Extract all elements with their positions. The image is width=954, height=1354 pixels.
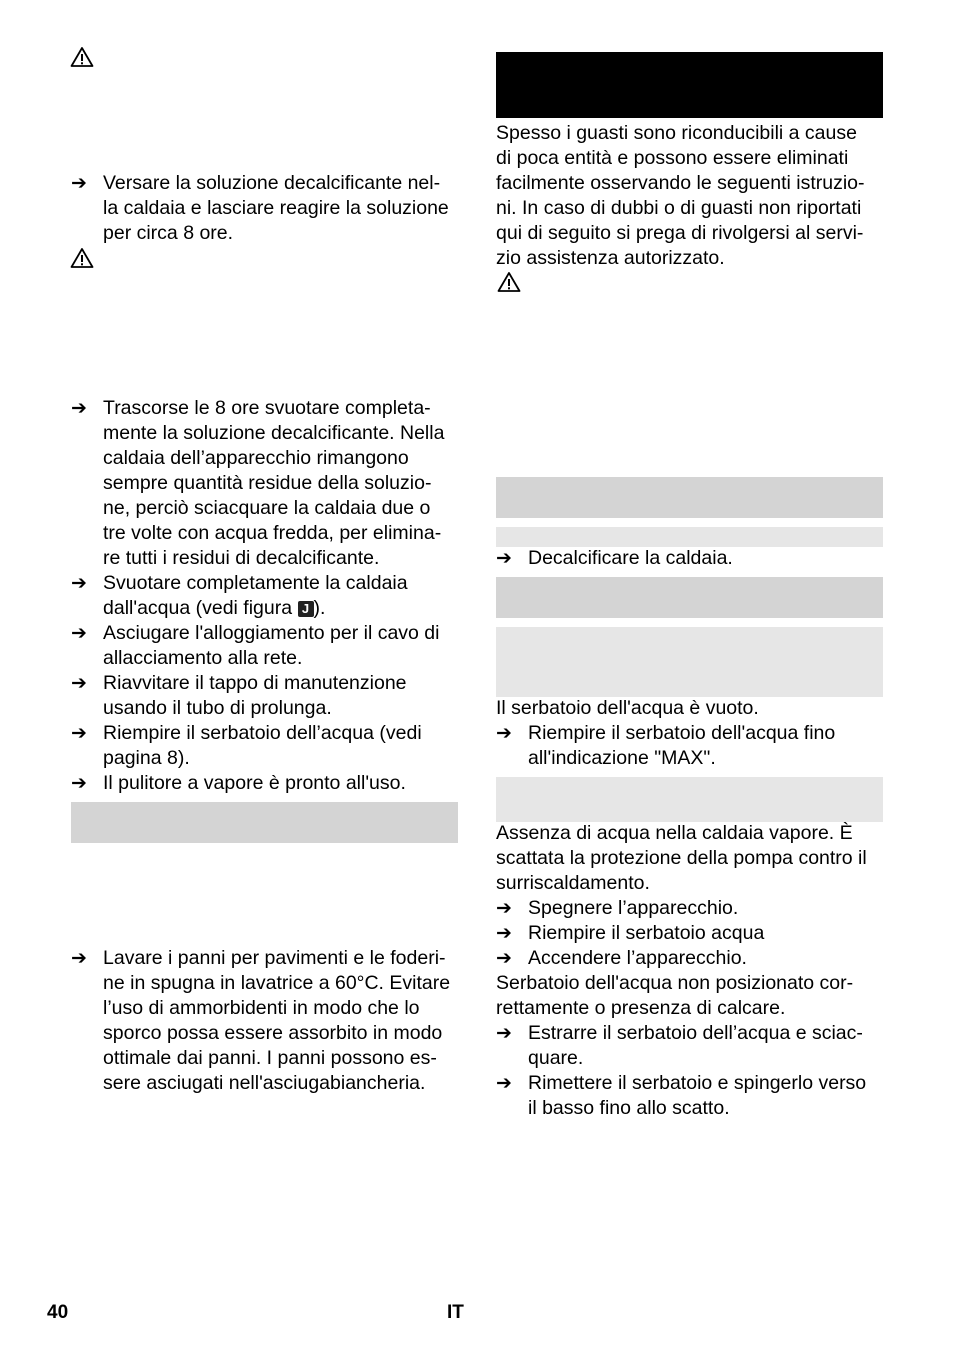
arrow-right-icon: ➔ — [71, 398, 87, 419]
arrow-right-icon: ➔ — [496, 923, 512, 944]
arrow-right-icon: ➔ — [71, 948, 87, 969]
figure-reference-badge: J — [298, 601, 314, 617]
section-heading-bar — [496, 577, 883, 618]
arrow-right-icon: ➔ — [496, 948, 512, 969]
arrow-right-icon: ➔ — [71, 673, 87, 694]
warning-icon — [497, 271, 521, 293]
arrow-right-icon: ➔ — [71, 573, 87, 594]
arrow-right-icon: ➔ — [71, 773, 87, 794]
section-heading-bar — [496, 477, 883, 518]
arrow-right-icon: ➔ — [496, 1073, 512, 1094]
subsection-heading-bar — [496, 527, 883, 547]
language-code: IT — [447, 1302, 464, 1323]
arrow-right-icon: ➔ — [71, 623, 87, 644]
arrow-right-icon: ➔ — [496, 898, 512, 919]
arrow-right-icon: ➔ — [71, 173, 87, 194]
warning-icon — [70, 46, 94, 68]
arrow-right-icon: ➔ — [496, 723, 512, 744]
subsection-heading-bar — [496, 627, 883, 697]
page-number: 40 — [47, 1302, 69, 1323]
warning-icon — [70, 247, 94, 269]
arrow-right-icon: ➔ — [71, 723, 87, 744]
arrow-right-icon: ➔ — [496, 548, 512, 569]
subsection-heading-bar — [496, 777, 883, 822]
section-heading-bar — [71, 802, 458, 843]
arrow-right-icon: ➔ — [496, 1023, 512, 1044]
chapter-heading-bar — [496, 52, 883, 118]
